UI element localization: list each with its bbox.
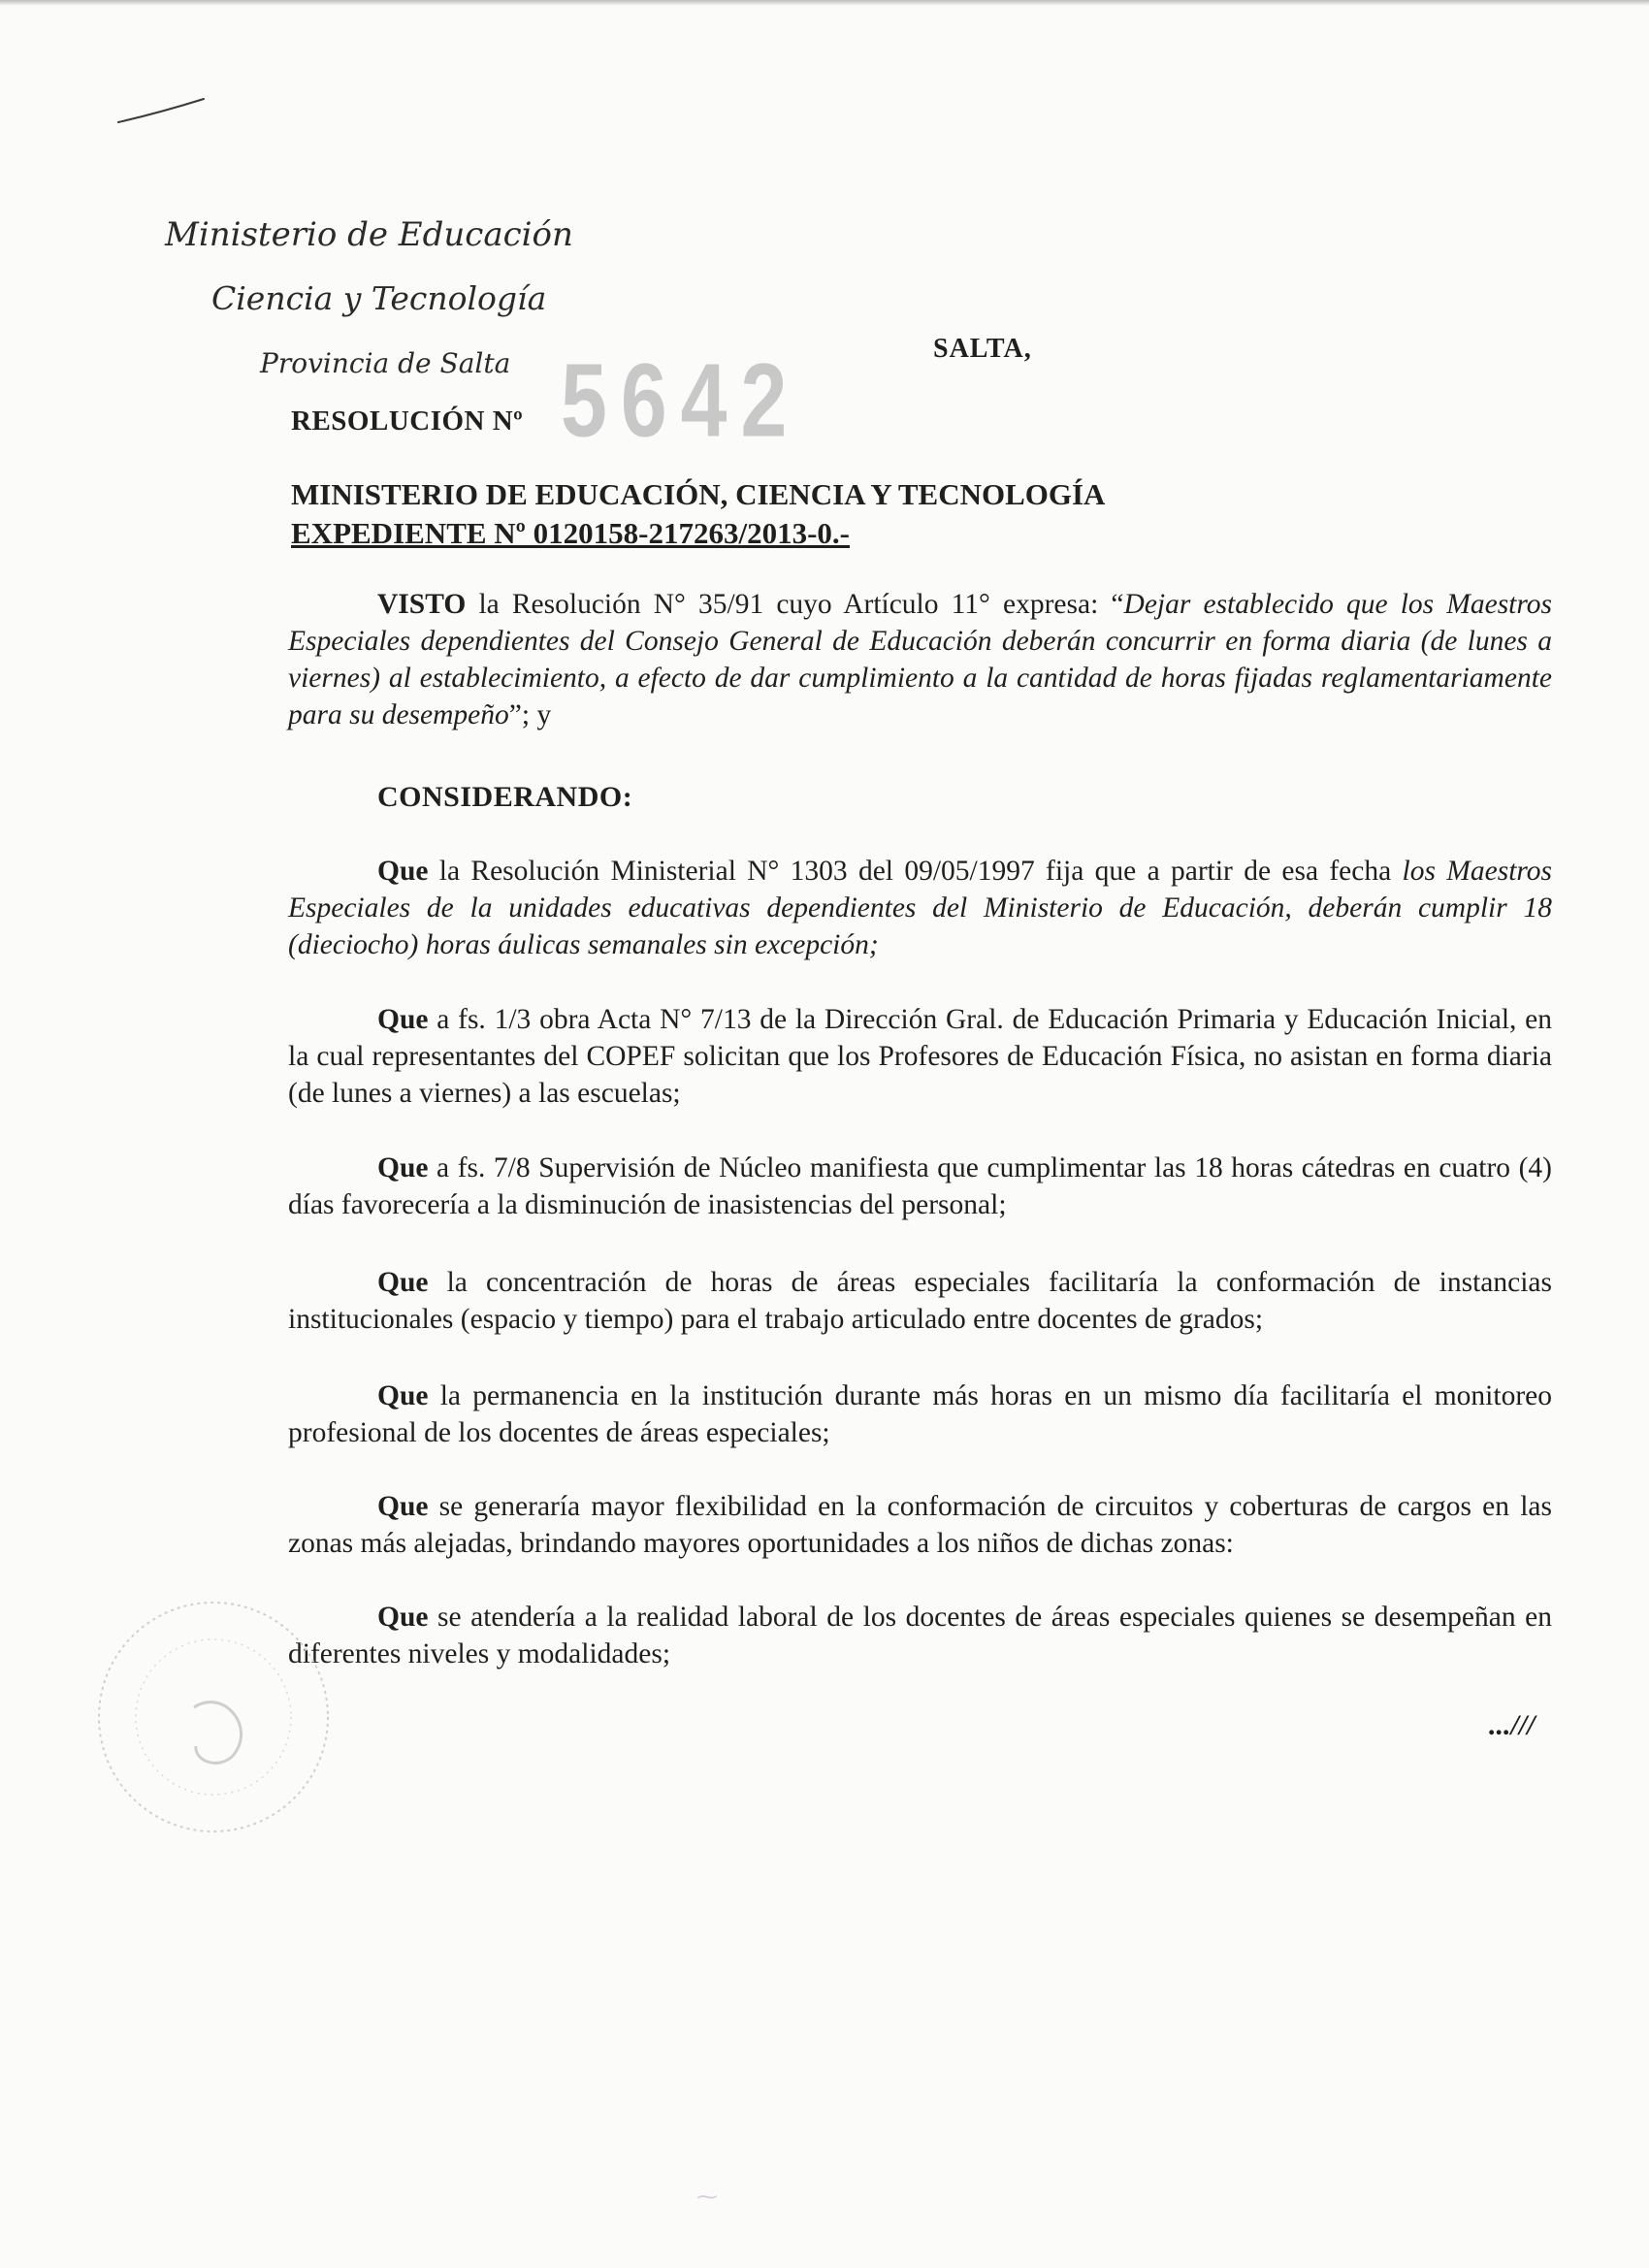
clause-text: se atendería a la realidad laboral de los docentes de áreas especiales quienes se desempeñan en diferentes niveles y modalidades; — [288, 1602, 1552, 1669]
clause-keyword: Que — [377, 1380, 429, 1411]
clause-keyword: Que — [377, 1602, 429, 1633]
clause-paragraph — [288, 1488, 1552, 1562]
visto-tail: ”; y — [508, 699, 552, 730]
page-top-edge — [0, 0, 1649, 6]
resolution-label: RESOLUCIÓN Nº — [291, 405, 524, 437]
clause-text: la concentración de horas de áreas especiales facilitaría la conformación de instancias institucionales (espacio y tiempo) para el trabajo articulado entre docentes de grados; — [288, 1267, 1553, 1335]
clause-paragraph — [288, 1150, 1552, 1223]
visto-paragraph — [288, 586, 1552, 733]
visto-keyword: VISTO — [377, 589, 467, 620]
clause-paragraph — [288, 1599, 1552, 1672]
clause-keyword: Que — [377, 856, 429, 887]
clause-keyword: Que — [377, 1152, 429, 1183]
clause-text: a fs. 7/8 Supervisión de Núcleo manifiesta que cumplimentar las 18 horas cátedras en cuatro (4) días favorecería a la disminución de inasistencias del personal; — [288, 1152, 1553, 1220]
resolution-number-stamp: 5642 — [561, 342, 801, 460]
visto-text: la Resolución N° 35/91 cuyo Artículo 11° expresa: “ — [478, 589, 1124, 620]
clause-paragraph — [288, 1001, 1552, 1112]
clause-text: se generaría mayor flexibilidad en la conformación de circuitos y coberturas de cargos en las zonas más alejadas, brindando mayores oportunidades a los niños de dichas zonas: — [288, 1491, 1552, 1559]
clause-text: la Resolución Ministerial N° 1303 del 09/05/1997 fija que a partir de esa fecha — [438, 856, 1403, 887]
letterhead-science: Ciencia y Tecnología — [211, 279, 547, 317]
visto-quote: Dejar establecido que los Maestros Especiales dependientes del Consejo General de Educación deberán concurrir en forma diaria (de lunes a viernes) al establecimiento, a efecto de dar cumplimiento a la cantidad de horas fijadas reglamentariamente para su desempeño — [288, 589, 1552, 730]
official-seal — [87, 1591, 340, 1843]
pen-mark — [114, 93, 208, 128]
ministry-heading: MINISTERIO DE EDUCACIÓN, CIENCIA Y TECNOLOGÍA — [291, 477, 1106, 511]
clause-paragraph — [288, 853, 1552, 963]
clause-text: la permanencia en la institución durante más horas en un mismo día facilitaría el monitoreo profesional de los docentes de áreas especiales; — [288, 1380, 1552, 1448]
clause-text: a fs. 1/3 obra Acta N° 7/13 de la Dirección Gral. de Educación Primaria y Educación Inicial, en la cual representantes del COPEF solicitan que los Profesores de Educación Física, no asistan en forma diaria (de lunes a viernes) a las escuelas; — [288, 1004, 1553, 1109]
ink-speck: ⁓ — [696, 2185, 718, 2209]
clause-paragraph — [288, 1377, 1552, 1451]
considerando-title: CONSIDERANDO: — [377, 781, 633, 813]
expediente-heading: EXPEDIENTE Nº 0120158-217263/2013-0.- — [291, 516, 850, 550]
clause-italic-text: los Maestros Especiales de la unidades educativas dependientes del Ministerio de Educación, deberán cumplir 18 (dieciocho) horas áulicas semanales sin excepción; — [288, 856, 1553, 960]
clause-paragraph — [288, 1264, 1552, 1338]
continuation-mark: .../// — [1489, 1709, 1536, 1741]
clause-keyword: Que — [377, 1491, 429, 1522]
letterhead-province: Provincia de Salta — [260, 347, 511, 379]
clause-keyword: Que — [377, 1267, 429, 1298]
clause-keyword: Que — [377, 1004, 429, 1035]
place-label: SALTA, — [933, 334, 1032, 364]
letterhead-ministry: Ministerio de Educación — [165, 215, 573, 254]
